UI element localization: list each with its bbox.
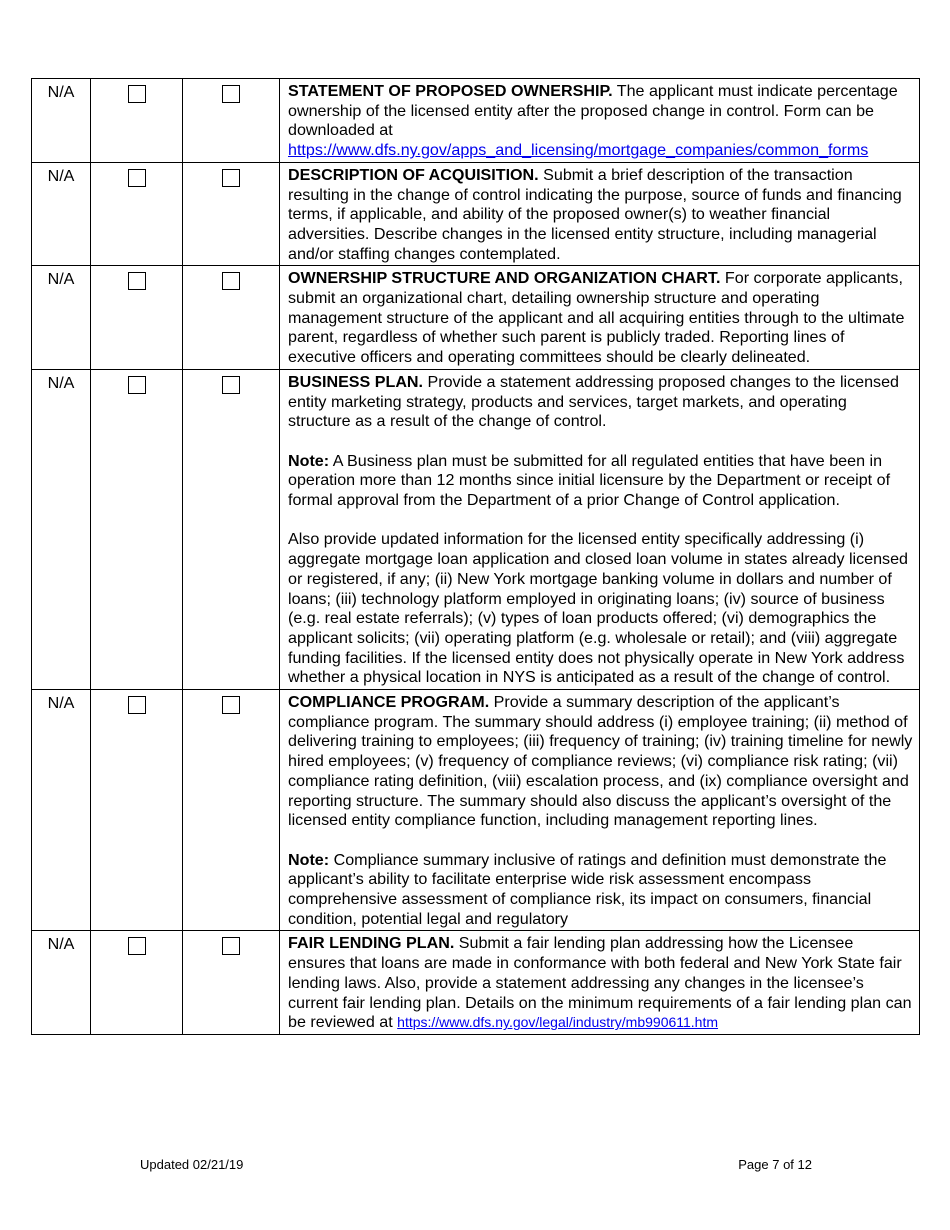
checkbox-received[interactable] xyxy=(222,85,240,103)
requirement-title: COMPLIANCE PROGRAM. xyxy=(288,693,490,712)
note-label: Note: xyxy=(288,451,330,470)
na-label: N/A xyxy=(32,79,91,163)
requirement-text: The applicant must indicate percentage ownership of the licensed entity after the proposed change in control. Form can be downloaded at xyxy=(288,82,898,140)
requirement-paragraph xyxy=(288,269,913,368)
checkbox-submitted[interactable] xyxy=(128,696,146,714)
requirement-text: Submit a fair lending plan addressing how the Licensee ensures that loans are made in conformance with both federal and New York State fair lending laws. Also, provide a statement addressing any changes in the licensee’s current fair lending plan. Details on the minimum requirements of a fair lending plan can be reviewed at xyxy=(288,934,912,1032)
checkbox-received[interactable] xyxy=(222,376,240,394)
requirement-text: Provide a summary description of the applicant’s compliance program. The summary should address (i) employee training; (ii) method of delivering training to employees; (iii) frequency of training; (iv) training timeline for newly hired employees; (v) frequency of compliance reviews; (vi) compliance risk rating; (vii) compliance rating definition, (viii) escalation process, and (ix) compliance oversight and reporting structure. The summary should also discuss the applicant’s oversight of the licensed entity compliance function, including management reporting lines. xyxy=(288,693,913,830)
na-label: N/A xyxy=(32,931,91,1035)
footer-page-number: Page 7 of 12 xyxy=(738,1157,812,1172)
requirement-paragraph xyxy=(288,373,913,432)
requirements-checklist-table xyxy=(31,78,920,1035)
requirement-description xyxy=(280,931,920,1035)
checkbox-submitted[interactable] xyxy=(128,85,146,103)
note-text: Compliance summary inclusive of ratings and definition must demonstrate the applicant’s ability to facilitate enterprise wide risk assessment encompass comprehensive assessment of compliance risk, its impact on consumers, financial condition, potential legal and regulatory xyxy=(288,850,887,928)
requirement-description xyxy=(280,79,920,163)
requirement-title: BUSINESS PLAN. xyxy=(288,372,424,391)
checkbox-submitted[interactable] xyxy=(128,272,146,290)
checkbox-submitted[interactable] xyxy=(128,376,146,394)
footer-updated-date: Updated 02/21/19 xyxy=(140,1157,244,1172)
fair-lending-link[interactable]: https://www.dfs.ny.gov/legal/industry/mb990611.htm xyxy=(397,1014,719,1031)
na-label: N/A xyxy=(32,369,91,689)
requirement-description xyxy=(280,162,920,266)
requirement-paragraph xyxy=(288,82,913,161)
checklist-row-fair-lending xyxy=(32,931,920,1035)
checkbox-received[interactable] xyxy=(222,937,240,955)
checklist-row-compliance xyxy=(32,690,920,931)
requirement-title: STATEMENT OF PROPOSED OWNERSHIP. xyxy=(288,82,613,100)
common-forms-link[interactable]: https://www.dfs.ny.gov/apps_and_licensing/mortgage_companies/common_forms xyxy=(288,141,869,160)
checkbox-received[interactable] xyxy=(222,169,240,187)
requirement-paragraph xyxy=(288,934,913,1033)
requirement-text: For corporate applicants, submit an organizational chart, detailing ownership structure and operating management structure of the applicant and all acquiring entities through to the ultimate parent, regardless of whether such parent is publicly traded. Reporting lines of executive officers and operating committees should be clearly delineated. xyxy=(288,269,905,367)
checklist-row-acquisition xyxy=(32,162,920,266)
requirement-text: Also provide updated information for the licensed entity specifically addressing (i) aggregate mortgage loan application and closed loan volume in states already licensed or registered, if any; (ii) New York mortgage banking volume in dollars and number of loans; (iii) technology platform employed in originating loans; (iv) source of business (e.g. real estate referrals); (v) types of loan products offered; (vi) demographics the applicant solicits; (vii) operating platform (e.g. wholesale or retail); and (viii) aggregate funding facilities. If the licensed entity does not physically operate in New York address whether a physical location in NYS is anticipated as a result of the change of control. xyxy=(288,530,909,687)
checkbox-submitted[interactable] xyxy=(128,169,146,187)
checklist-row-org-chart xyxy=(32,266,920,370)
checkbox-received[interactable] xyxy=(222,272,240,290)
checklist-row-business-plan xyxy=(32,369,920,689)
note-text: A Business plan must be submitted for all regulated entities that have been in operation more than 12 months since initial licensure by the Department or receipt of formal approval from the Department of a prior Change of Control application. xyxy=(288,451,891,510)
requirement-title: FAIR LENDING PLAN. xyxy=(288,934,455,953)
na-label: N/A xyxy=(32,162,91,266)
na-label: N/A xyxy=(32,690,91,931)
requirement-description xyxy=(280,369,920,689)
requirement-text: Submit a brief description of the transaction resulting in the change of control indicating the purpose, source of funds and financing terms, if applicable, and ability of the proposed owner(s) to weather financial adversities. Describe changes in the licensed entity structure, including managerial and/or staffing changes contemplated. xyxy=(288,165,902,263)
checklist-row-ownership xyxy=(32,79,920,163)
note-paragraph xyxy=(288,851,913,930)
requirement-description xyxy=(280,266,920,370)
note-paragraph xyxy=(288,452,913,511)
requirement-title: OWNERSHIP STRUCTURE AND ORGANIZATION CHART. xyxy=(288,269,721,288)
na-label: N/A xyxy=(32,266,91,370)
requirement-paragraph xyxy=(288,166,913,265)
checkbox-received[interactable] xyxy=(222,696,240,714)
note-label: Note: xyxy=(288,850,330,869)
checkbox-submitted[interactable] xyxy=(128,937,146,955)
requirement-title: DESCRIPTION OF ACQUISITION. xyxy=(288,165,539,184)
requirement-paragraph xyxy=(288,530,913,688)
requirement-description xyxy=(280,690,920,931)
requirement-paragraph xyxy=(288,693,913,831)
requirement-text: Provide a statement addressing proposed changes to the licensed entity marketing strategy, products and services, target markets, and operating structure as a result of the change of control. xyxy=(288,372,899,431)
